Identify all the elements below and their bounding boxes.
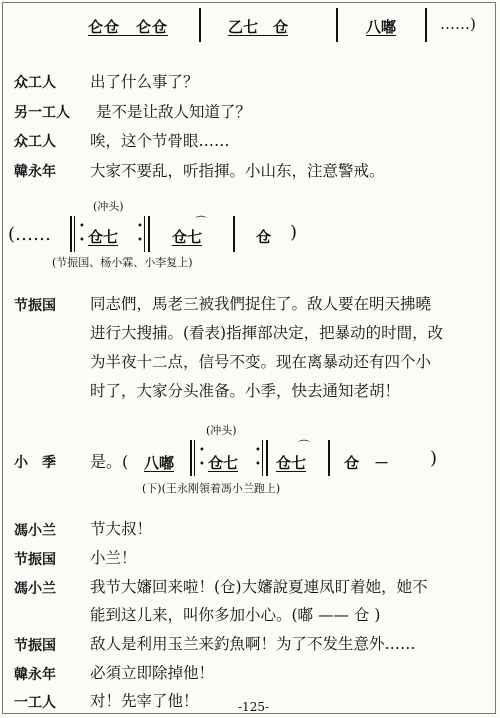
beat: 仓七 — [208, 454, 239, 472]
repeat-dots: • • — [199, 445, 205, 470]
dialogue-line: 小兰！ — [90, 549, 137, 567]
stage-direction: (节振国、杨小霖、小李复上) — [52, 256, 193, 269]
speaker-name: 馮小兰 — [14, 581, 56, 597]
dialogue-line: 同志們，馬老三被我們捉住了。敌人要在明天拂曉 — [90, 295, 432, 313]
dialogue-line: 出了什么事了？ — [90, 73, 199, 91]
repeat-dots: • • — [79, 221, 85, 246]
dialogue-line: 大家不要乱，听指揮。小山东，注意警戒。 — [90, 162, 385, 180]
speaker-name: 另一工人 — [14, 105, 70, 121]
barline — [233, 216, 235, 252]
top-staff-measure-2: 乙七 仓 — [228, 18, 289, 36]
dialogue-line: 对！先宰了他！ — [90, 692, 199, 710]
repeat-barline — [266, 440, 268, 476]
speaker-name: 节振国 — [14, 298, 56, 314]
repeat-dots: • • — [137, 221, 143, 246]
speaker-name: 众工人 — [14, 134, 56, 150]
dialogue-line: 节大叔！ — [90, 520, 153, 538]
repeat-dots: • • — [255, 445, 261, 470]
beat: 仓 － — [344, 454, 390, 472]
cue-label: (冲头) — [206, 424, 237, 437]
top-staff-barline — [425, 8, 427, 42]
beat: 八嘟 — [144, 454, 175, 472]
top-staff-measure-3: 八嘟 — [366, 18, 397, 36]
stage-direction: (下)(王永刚領着馮小兰跑上) — [142, 482, 281, 495]
speaker-name: 一工人 — [14, 695, 56, 711]
beat: 仓七 — [172, 228, 203, 246]
repeat-barline — [74, 216, 75, 252]
repeat-barline — [190, 440, 192, 476]
page-number: -125- — [238, 700, 270, 714]
speaker-name: 韓永年 — [14, 667, 56, 683]
speaker-name: 众工人 — [14, 75, 56, 91]
top-staff-measure-4: ……) — [440, 15, 476, 33]
cue-label: (冲头) — [93, 200, 124, 213]
dialogue-line: 敌人是利用玉兰来釣魚啊！为了不发生意外…… — [90, 635, 416, 653]
notation-close: ) — [430, 448, 438, 469]
fermata-mark: ⌒ — [195, 215, 208, 229]
dialogue-line: 时了，大家分头准备。小季，快去通知老胡！ — [90, 382, 401, 400]
repeat-barline — [262, 440, 263, 476]
fermata-mark: ⌒ — [298, 439, 311, 453]
repeat-barline — [70, 216, 72, 252]
dialogue-line: 进行大搜捕。(看表)指揮部决定，把暴动的时間，改 — [90, 324, 444, 342]
beat: 仓 — [256, 228, 272, 246]
speaker-name: 馮小兰 — [14, 523, 56, 539]
notation-open: (…… — [8, 224, 52, 245]
speaker-name: 节振国 — [14, 638, 56, 654]
speaker-name: 小 季 — [14, 455, 56, 471]
dialogue-line: 必須立即除掉他！ — [90, 664, 215, 682]
top-staff-measure-1: 仑仓 仑仓 — [88, 18, 169, 36]
dialogue-line: 唉，这个节骨眼…… — [90, 132, 230, 150]
dialogue-line: 能到这儿来，叫你多加小心。(嘟 —— 仓 ) — [90, 606, 381, 624]
speaker-name: 韓永年 — [14, 164, 56, 180]
repeat-barline — [144, 216, 145, 252]
beat: 仓七 — [88, 228, 119, 246]
top-staff-barline — [199, 8, 201, 42]
speaker-name: 节振国 — [14, 552, 56, 568]
top-staff-barline — [336, 8, 338, 42]
repeat-barline — [148, 216, 150, 252]
dialogue-line: 我节大嬸回来啦！(仓)大嬸說夏連凤盯着她，她不 — [90, 578, 428, 596]
notation-close: ) — [290, 222, 298, 243]
dialogue-line: 是。( — [90, 452, 129, 471]
repeat-barline — [194, 440, 195, 476]
beat: 仓七 — [276, 454, 307, 472]
dialogue-line: 是不是让敌人知道了？ — [96, 103, 252, 121]
dialogue-line: 为半夜十二点，信号不变。现在离暴动还有四个小 — [90, 353, 432, 371]
barline — [328, 440, 330, 476]
